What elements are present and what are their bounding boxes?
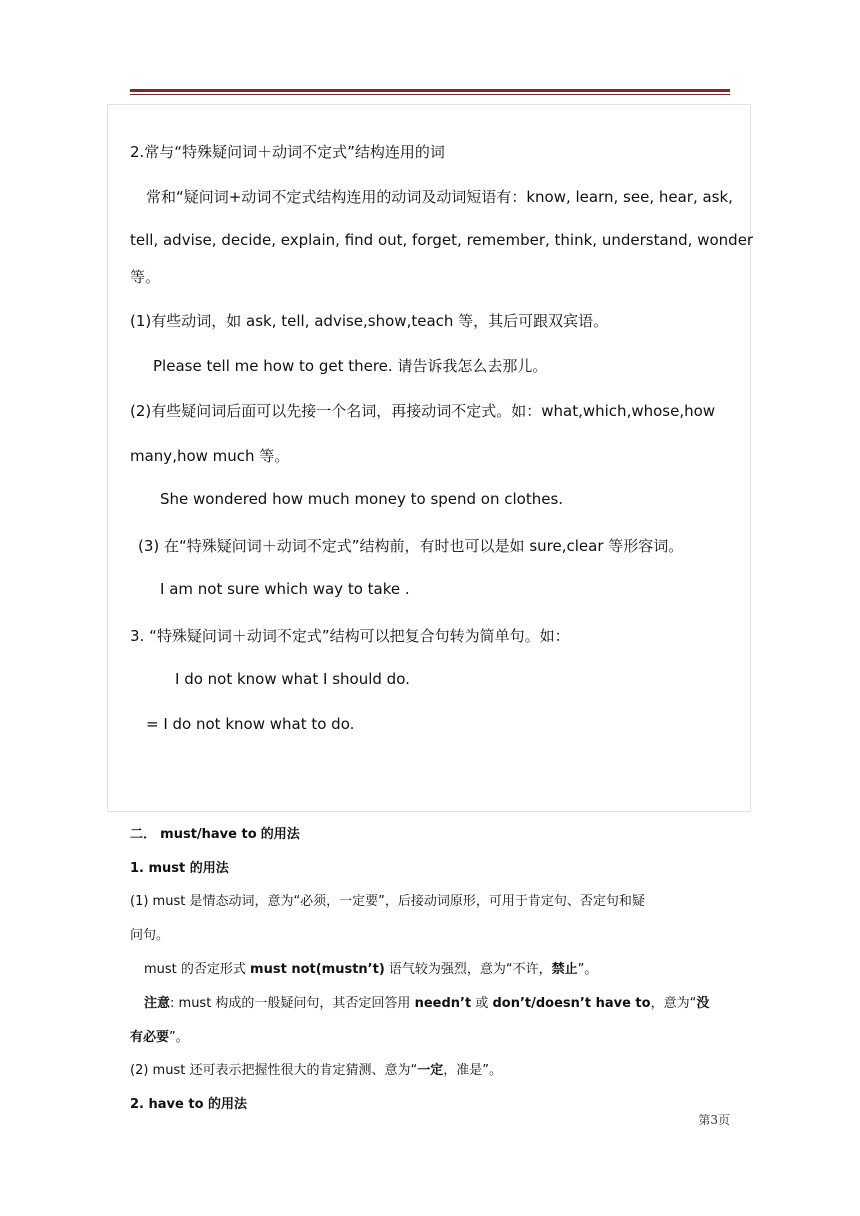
item-3: (3) 在“特殊疑问词＋动词不定式”结构前，有时也可以是如 sure,clear 等形容词。 bbox=[138, 537, 684, 555]
item-2-line-2: many,how much 等。 bbox=[130, 447, 290, 465]
heading-2: 2.常与“特殊疑问词＋动词不定式”结构连用的词 bbox=[130, 143, 445, 161]
note-line-1: 注意: must 构成的一般疑问句，其否定回答用 needn’t 或 don’t/doesn’t have to，意为“没 bbox=[144, 996, 710, 1011]
heading-3: 3. “特殊疑问词＋动词不定式”结构可以把复合句转为简单句。如： bbox=[130, 627, 570, 645]
header-rule-thick bbox=[130, 89, 730, 92]
note-line-2: 有必要”。 bbox=[130, 1030, 189, 1045]
example-1: Please tell me how to get there. 请告诉我怎么去那儿。 bbox=[153, 357, 548, 375]
example-3: I am not sure which way to take . bbox=[160, 580, 410, 598]
section-2-title-en: must/have to bbox=[160, 827, 257, 842]
page-number: 第3页 bbox=[698, 1113, 730, 1127]
intro-line-1: 常和“疑问词+动词不定式结构连用的动词及动词短语有：know, learn, see, hear, ask, bbox=[146, 188, 733, 206]
para-3: (2) must 还可表示把握性很大的肯定猜测、意为“一定，准是”。 bbox=[130, 1063, 502, 1078]
example-5: = I do not know what to do. bbox=[146, 715, 355, 733]
item-1: (1)有些动词，如 ask, tell, advise,show,teach 等，其后可跟双宾语。 bbox=[130, 312, 609, 330]
header-rule-thin bbox=[130, 94, 730, 95]
section-2-title-cn: 的用法 bbox=[260, 827, 300, 842]
para-2: must 的否定形式 must not(mustn’t) 语气较为强烈，意为“不许，禁止”。 bbox=[144, 962, 598, 977]
intro-line-2: tell, advise, decide, explain, find out, forget, remember, think, understand, wonder bbox=[130, 231, 754, 249]
note-label: 注意 bbox=[144, 996, 171, 1011]
intro-line-3: 等。 bbox=[130, 268, 161, 286]
para-1-line-1: (1) must 是情态动词，意为“必须，一定要”，后接动词原形，可用于肯定句、否定句和疑 bbox=[130, 894, 645, 909]
para-1-line-2: 问句。 bbox=[130, 928, 170, 943]
example-4: I do not know what I should do. bbox=[175, 670, 410, 688]
item-2-line-1: (2)有些疑问词后面可以先接一个名词，再接动词不定式。如：what,which,whose,how bbox=[130, 402, 716, 420]
section-2-prefix: 二． bbox=[130, 827, 157, 842]
subheading-have-to: 2. have to 的用法 bbox=[130, 1097, 248, 1112]
subheading-must: 1. must 的用法 bbox=[130, 861, 229, 876]
example-2: She wondered how much money to spend on clothes. bbox=[160, 490, 564, 508]
section-2-title bbox=[130, 823, 300, 842]
